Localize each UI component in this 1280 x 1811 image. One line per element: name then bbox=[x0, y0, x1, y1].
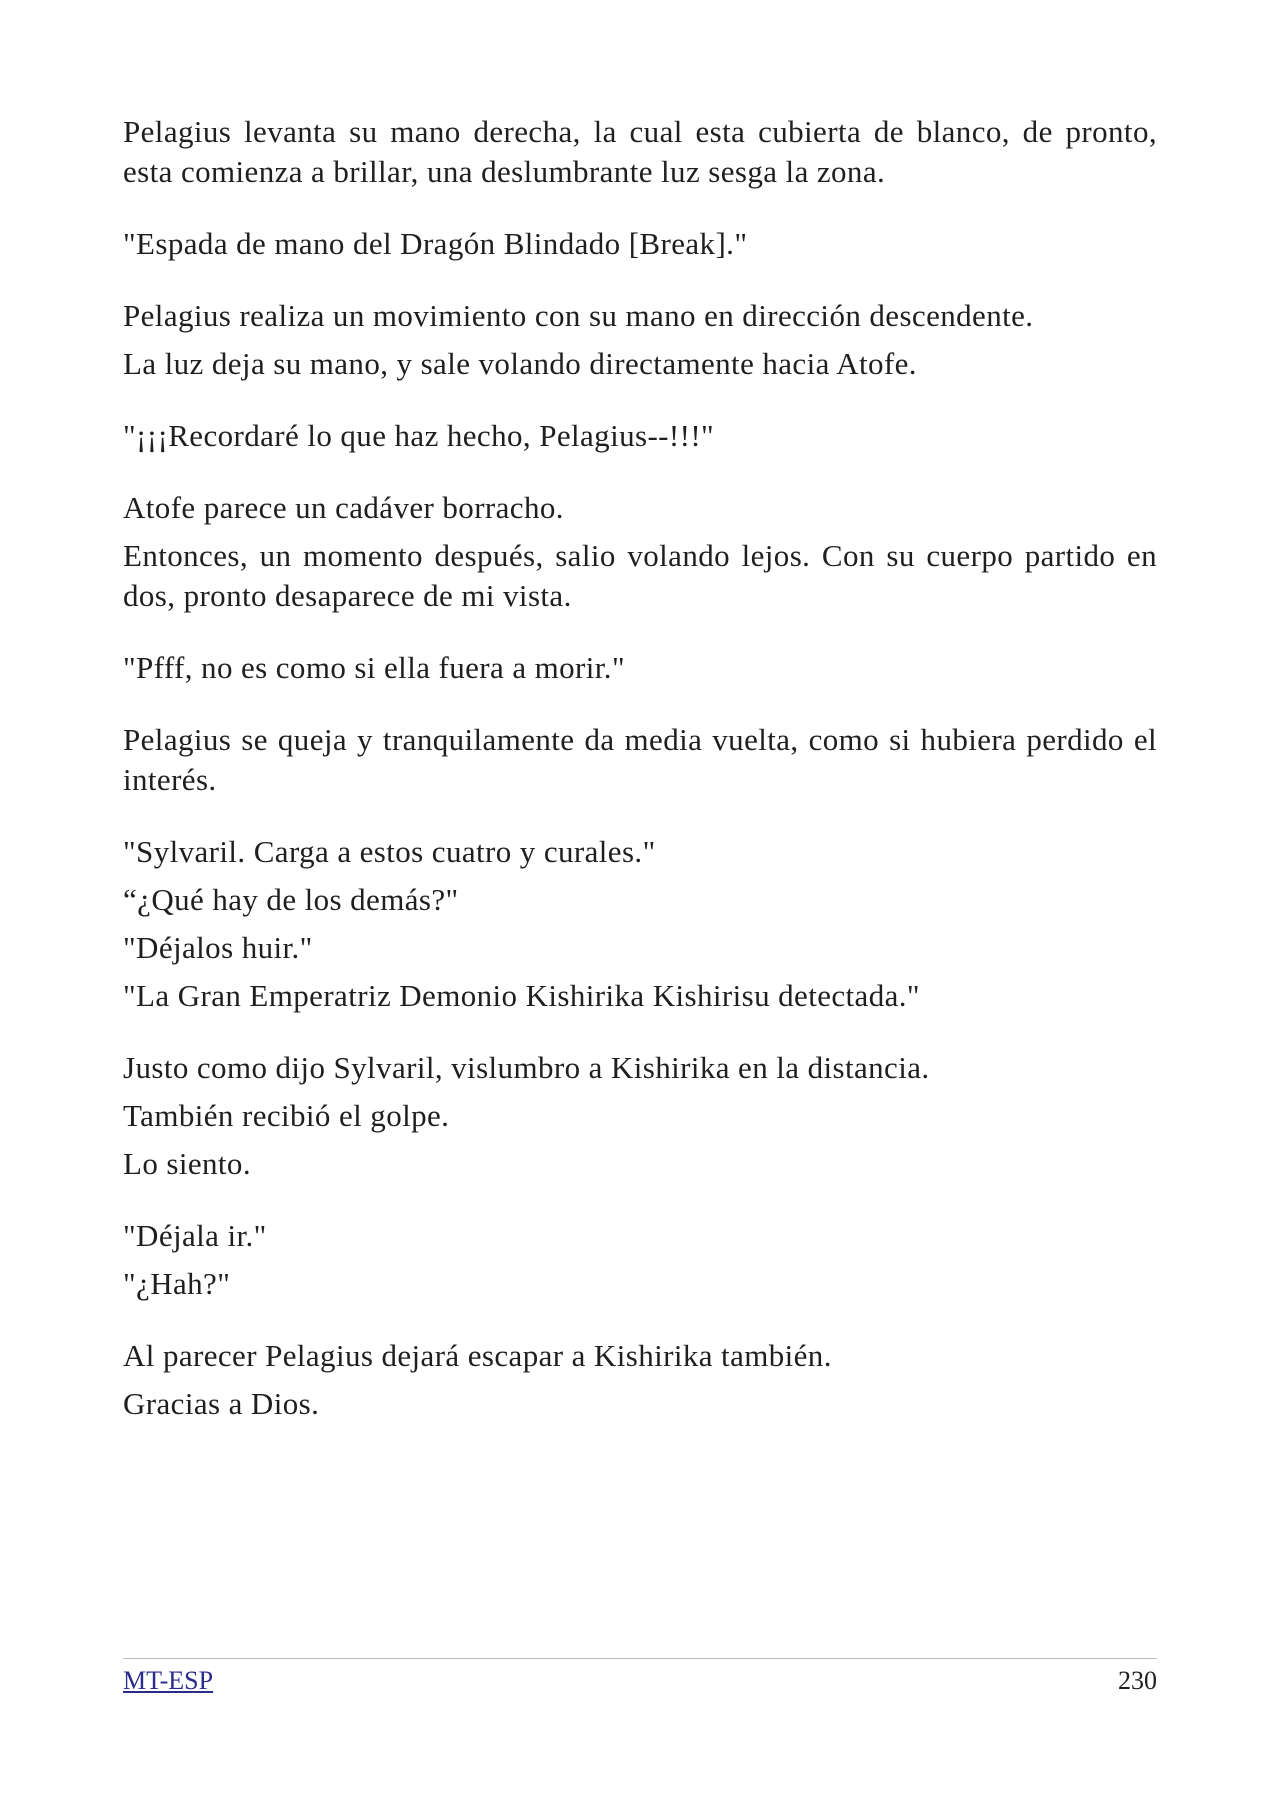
paragraph: "Sylvaril. Carga a estos cuatro y curales." bbox=[123, 834, 656, 869]
paragraph: "¡¡¡Recordaré lo que haz hecho, Pelagius--!!!" bbox=[123, 418, 715, 453]
paragraph: También recibió el golpe. bbox=[123, 1098, 450, 1133]
paragraph: "Espada de mano del Dragón Blindado [Break]." bbox=[123, 226, 748, 261]
paragraph: “¿Qué hay de los demás?" bbox=[123, 882, 459, 917]
paragraph: La luz deja su mano, y sale volando directamente hacia Atofe. bbox=[123, 346, 917, 381]
paragraph: "La Gran Emperatriz Demonio Kishirika Kishirisu detectada." bbox=[123, 978, 920, 1013]
paragraph: Justo como dijo Sylvaril, vislumbro a Kishirika en la distancia. bbox=[123, 1050, 930, 1085]
paragraph: "Pfff, no es como si ella fuera a morir." bbox=[123, 650, 626, 685]
paragraph: Pelagius se queja y tranquilamente da media vuelta, como si hubiera perdido el interés. bbox=[123, 722, 1157, 797]
paragraph: "Déjalos huir." bbox=[123, 930, 313, 965]
footer-link-mt-esp[interactable]: MT-ESP bbox=[123, 1666, 214, 1695]
paragraph: Atofe parece un cadáver borracho. bbox=[123, 490, 564, 525]
paragraph: Lo siento. bbox=[123, 1146, 251, 1181]
paragraph: Pelagius levanta su mano derecha, la cual esta cubierta de blanco, de pronto, esta comienza a brillar, una deslumbrante luz sesga la zona. bbox=[123, 114, 1157, 189]
document-body bbox=[123, 112, 1157, 1424]
page-number: 230 bbox=[1118, 1666, 1157, 1695]
page-footer bbox=[123, 1658, 1157, 1695]
paragraph: Al parecer Pelagius dejará escapar a Kishirika también. bbox=[123, 1338, 832, 1373]
paragraph: Pelagius realiza un movimiento con su mano en dirección descendente. bbox=[123, 298, 1034, 333]
paragraph: "Déjala ir." bbox=[123, 1218, 267, 1253]
paragraph: "¿Hah?" bbox=[123, 1266, 231, 1301]
paragraph: Gracias a Dios. bbox=[123, 1386, 320, 1421]
paragraph: Entonces, un momento después, salio volando lejos. Con su cuerpo partido en dos, pronto desaparece de mi vista. bbox=[123, 538, 1157, 613]
